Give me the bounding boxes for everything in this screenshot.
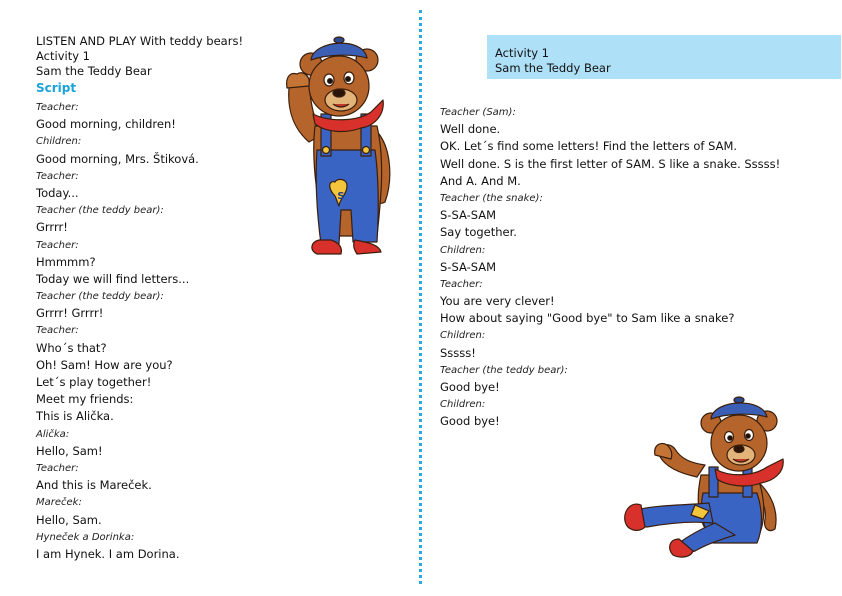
speaker-label: Children: <box>440 330 486 342</box>
speaker-label: Teacher (Sam): <box>440 107 516 118</box>
activity-label: Activity 1 <box>36 49 90 63</box>
dialogue-line: Let´s play together! <box>36 375 152 389</box>
dialogue-line: And this is Mareček. <box>36 478 152 493</box>
dialogue-line: Sssss! <box>440 345 476 360</box>
speaker-label: Teacher (the snake): <box>440 192 543 204</box>
dialogue-line: S-SA-SAM <box>440 208 497 223</box>
sitting-teddy-bear-illustration <box>617 393 807 559</box>
speaker-label: Teacher: <box>440 278 483 290</box>
page-header <box>36 34 243 79</box>
speaker-label: Children: <box>440 244 486 256</box>
activity-box <box>487 35 841 79</box>
dialogue-line: Say together. <box>440 225 517 240</box>
script-heading: Script <box>36 81 77 95</box>
activity-subtitle: Sam the Teddy Bear <box>495 61 611 75</box>
dialogue-line: Hmmmm? <box>36 254 96 269</box>
dialogue-line: Well done. <box>440 122 501 137</box>
dialogue-line: And A. And M. <box>440 173 521 188</box>
speaker-label: Teacher: <box>36 170 79 182</box>
speaker-label: Teacher: <box>36 325 79 337</box>
speaker-label: Teacher: <box>36 462 79 474</box>
bear-badge-letter: S <box>337 191 345 202</box>
dialogue-line: Hello, Sam! <box>36 443 103 458</box>
activity-subtitle: Sam the Teddy Bear <box>36 64 152 78</box>
dialogue-line: Grrrr! Grrrr! <box>36 306 104 321</box>
dialogue-line: Today... <box>36 185 79 200</box>
dialogue-line: Good bye! <box>440 414 500 429</box>
dialogue-script <box>36 99 199 563</box>
dialogue-line: Good morning, Mrs. Štiková. <box>36 151 199 166</box>
activity-label: Activity 1 <box>495 46 549 60</box>
dialogue-line: Who´s that? <box>36 340 107 355</box>
dialogue-line: Hello, Sam. <box>36 512 102 527</box>
speaker-label: Children: <box>440 399 486 411</box>
dialogue-line: Well done. S is the first letter of SAM. S like a snake. Sssss! <box>440 156 781 171</box>
right-page <box>421 0 842 596</box>
dialogue-line: You are very clever! <box>440 294 555 309</box>
speaker-label: Mareček: <box>36 497 82 509</box>
speaker-label: Teacher: <box>36 102 79 113</box>
standing-teddy-bear-illustration <box>281 30 405 260</box>
dialogue-line: Meet my friends: <box>36 392 134 407</box>
speaker-label: Teacher (the teddy bear): <box>440 364 568 376</box>
dialogue-line: Grrrr! <box>36 220 68 235</box>
speaker-label: Alička: <box>36 428 70 440</box>
speaker-label: Teacher (the teddy bear): <box>36 205 164 217</box>
dialogue-line: How about saying "Good bye" to Sam like a snake? <box>440 311 735 326</box>
dialogue-line: Good bye! <box>440 380 500 394</box>
speaker-label: Children: <box>36 136 82 148</box>
dialogue-line: Oh! Sam! How are you? <box>36 357 173 372</box>
dialogue-line: Good morning, children! <box>36 117 176 132</box>
dialogue-line: S-SA-SAM <box>440 259 497 274</box>
speaker-label: Teacher (the teddy bear): <box>36 291 164 303</box>
dialogue-line: OK. Let´s find some letters! Find the letters of SAM. <box>440 139 738 154</box>
dialogue-script <box>440 104 780 431</box>
speaker-label: Hyneček a Dorinka: <box>36 531 135 543</box>
dialogue-line: Today we will find letters... <box>36 271 190 286</box>
dialogue-line: This is Alička. <box>36 409 114 424</box>
page-title: LISTEN AND PLAY With teddy bears! <box>36 34 244 48</box>
speaker-label: Teacher: <box>36 239 79 251</box>
dialogue-line: I am Hynek. I am Dorina. <box>36 546 180 561</box>
